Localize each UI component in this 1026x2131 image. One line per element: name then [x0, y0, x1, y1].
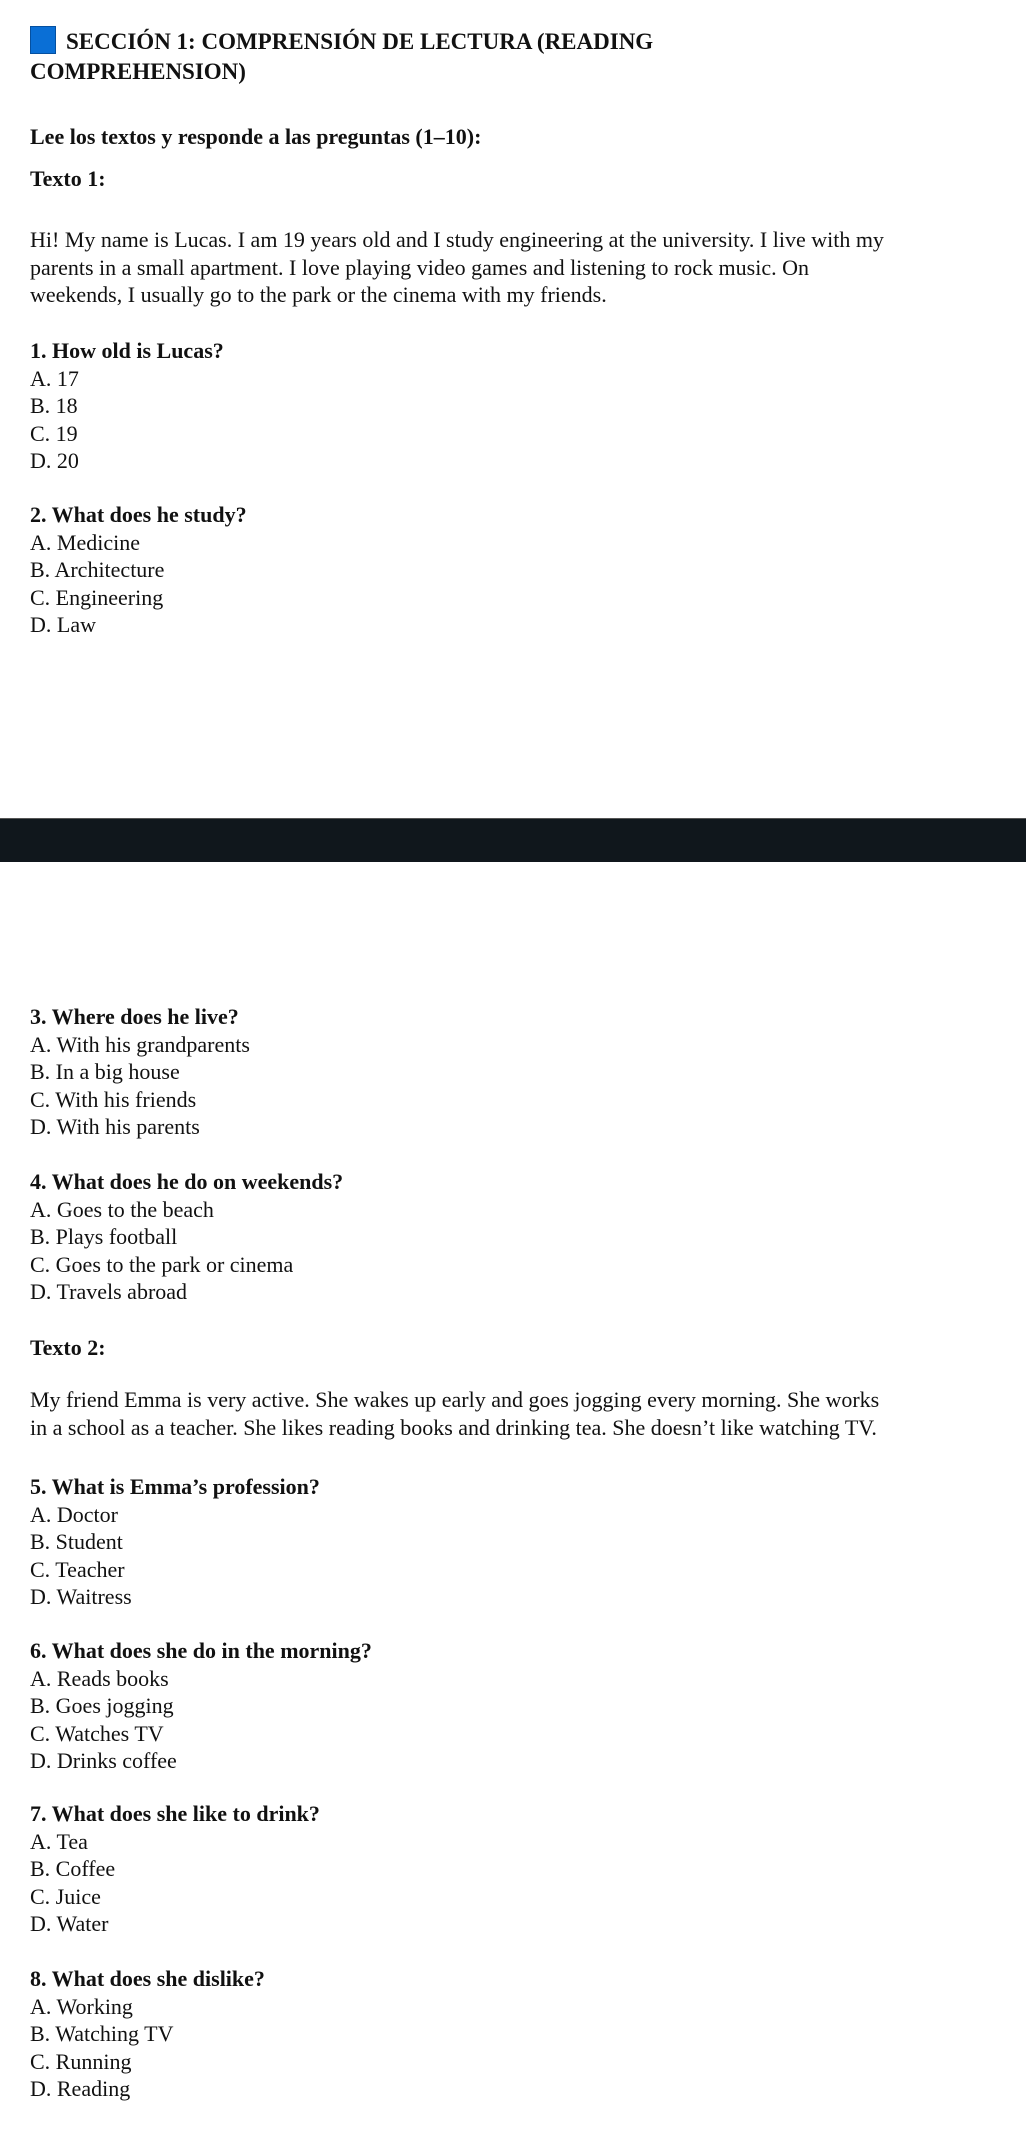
answer-option[interactable]: C. Engineering [30, 584, 164, 610]
section-title-line1: SECCIÓN 1: COMPRENSIÓN DE LECTURA (READING [66, 29, 654, 54]
section-title-line2: COMPREHENSION) [30, 59, 246, 84]
answer-option[interactable]: B. Watching TV [30, 2021, 174, 2046]
paragraph-line: weekends, I usually go to the park or the cinema with my friends. [30, 282, 607, 307]
answer-option[interactable]: C. Juice [30, 1883, 101, 1909]
answer-option[interactable]: D. Water [30, 1911, 109, 1936]
answer-option[interactable]: C. With his friends [30, 1086, 197, 1112]
answer-option[interactable]: D. Travels abroad [30, 1279, 188, 1304]
answer-option[interactable]: C. Watches TV [30, 1720, 164, 1746]
answer-option[interactable]: C. Teacher [30, 1556, 125, 1582]
answer-option[interactable]: A. Reads books [30, 1665, 169, 1691]
question-8 [30, 1965, 1006, 2103]
paragraph-line: parents in a small apartment. I love playing video games and listening to rock music. On [30, 254, 809, 280]
answer-option[interactable]: A. Doctor [30, 1501, 118, 1527]
question-text: 7. What does she like to drink? [30, 1801, 320, 1826]
answer-option[interactable]: A. With his grandparents [30, 1031, 250, 1057]
question-5 [30, 1473, 1006, 1611]
question-3 [30, 1003, 1006, 1141]
answer-option[interactable]: C. Running [30, 2048, 132, 2074]
answer-option[interactable]: A. Goes to the beach [30, 1196, 214, 1222]
answer-option[interactable]: A. Medicine [30, 529, 140, 555]
paragraph-line: My friend Emma is very active. She wakes up early and goes jogging every morning. She works [30, 1387, 880, 1412]
question-4 [30, 1168, 1006, 1306]
answer-option[interactable]: B. Student [30, 1529, 123, 1554]
answer-option[interactable]: D. Waitress [30, 1584, 132, 1609]
instructions: Lee los textos y responde a las preguntas (1–10): [30, 124, 482, 149]
answer-option[interactable]: D. Reading [30, 2076, 131, 2101]
answer-option[interactable]: B. In a big house [30, 1059, 180, 1084]
question-text: 4. What does he do on weekends? [30, 1169, 344, 1194]
question-text: 5. What is Emma’s profession? [30, 1474, 320, 1499]
answer-option[interactable]: D. Drinks coffee [30, 1748, 177, 1773]
text2-paragraph [30, 1386, 1006, 1441]
answer-option[interactable]: C. Goes to the park or cinema [30, 1251, 294, 1277]
answer-option[interactable]: B. Goes jogging [30, 1693, 174, 1718]
question-1 [30, 337, 1006, 475]
question-6 [30, 1637, 1006, 1775]
question-text: 1. How old is Lucas? [30, 338, 224, 363]
answer-option[interactable]: B. Coffee [30, 1856, 116, 1881]
question-text: 3. Where does he live? [30, 1004, 239, 1029]
blue-square-icon [30, 26, 56, 54]
answer-option[interactable]: B. 18 [30, 393, 78, 418]
answer-option[interactable]: B. Architecture [30, 557, 165, 582]
answer-option[interactable]: D. Law [30, 612, 96, 637]
question-text: 2. What does he study? [30, 502, 247, 527]
question-text: 8. What does she dislike? [30, 1966, 265, 1991]
answer-option[interactable]: A. Working [30, 1993, 133, 2019]
dark-divider-band [0, 818, 1026, 862]
question-2 [30, 501, 1006, 639]
answer-option[interactable]: D. With his parents [30, 1114, 200, 1139]
answer-option[interactable]: B. Plays football [30, 1224, 178, 1249]
question-text: 6. What does she do in the morning? [30, 1638, 372, 1663]
text2-heading: Texto 2: [30, 1335, 106, 1360]
text1-paragraph [30, 226, 1006, 309]
section-title [30, 26, 1006, 87]
question-7 [30, 1800, 1006, 1938]
answer-option[interactable]: A. Tea [30, 1828, 88, 1854]
answer-option[interactable]: D. 20 [30, 448, 79, 473]
answer-option[interactable]: C. 19 [30, 420, 78, 446]
paragraph-line: in a school as a teacher. She likes reading books and drinking tea. She doesn’t like watching TV. [30, 1414, 877, 1440]
text1-heading: Texto 1: [30, 166, 106, 191]
paragraph-line: Hi! My name is Lucas. I am 19 years old and I study engineering at the university. I live with my [30, 227, 884, 252]
answer-option[interactable]: A. 17 [30, 365, 79, 391]
